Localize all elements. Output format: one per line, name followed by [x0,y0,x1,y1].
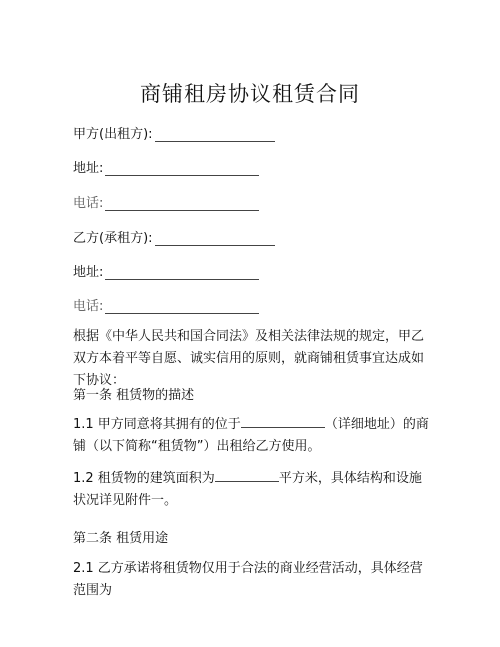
party-b-label: 乙方(承租方): [73,231,153,246]
party-a-address-row [73,157,259,176]
party-b-phone-row [73,295,259,314]
clause-2-1: 2.1 乙方承诺将租赁物仅用于合法的商业经营活动，具体经营范围为 [73,561,423,598]
party-a-phone-row [73,192,259,211]
party-b-address-blank [105,267,259,280]
party-b-blank [155,233,275,246]
clause-1-1 [73,414,433,458]
clause-1-1-text-b: （详细地址）的商铺（以下简称“租赁物”）出租给乙方使用。 [73,417,429,454]
clause-1-2-blank [215,469,279,482]
party-b-row [73,227,275,246]
party-a-phone-blank [105,198,259,211]
clause-1-1-blank [241,415,325,428]
party-b-address-label: 地址: [73,265,104,280]
party-a-blank [155,129,275,142]
clause-1-1-text-a: 1.1 甲方同意将其拥有的位于 [73,417,241,432]
party-b-phone-label: 电话: [73,299,104,314]
party-b-address-row [73,261,259,280]
article-2-heading: 第二条 租赁用途 [73,531,169,546]
party-b-phone-blank [105,301,259,314]
clause-1-2-text-b: 平方米，具体结构和设施状况详见附件一。 [73,471,422,508]
party-a-row [73,123,275,142]
party-a-phone-label: 电话: [73,196,104,211]
preamble-paragraph: 根据《中华人民共和国合同法》及相关法律法规的规定，甲乙双方本着平等自愿、诚实信用的原则，就商铺租赁事宜达成如下协议： [73,329,425,388]
clause-1-2-text-a: 1.2 租赁物的建筑面积为 [73,471,215,486]
document-title: 商铺租房协议租赁合同 [140,82,360,106]
party-a-label: 甲方(出租方): [73,127,153,142]
article-1-heading: 第一条 租赁物的描述 [73,388,195,403]
clause-1-2 [73,468,433,512]
party-a-address-label: 地址: [73,161,104,176]
party-a-address-blank [105,163,259,176]
